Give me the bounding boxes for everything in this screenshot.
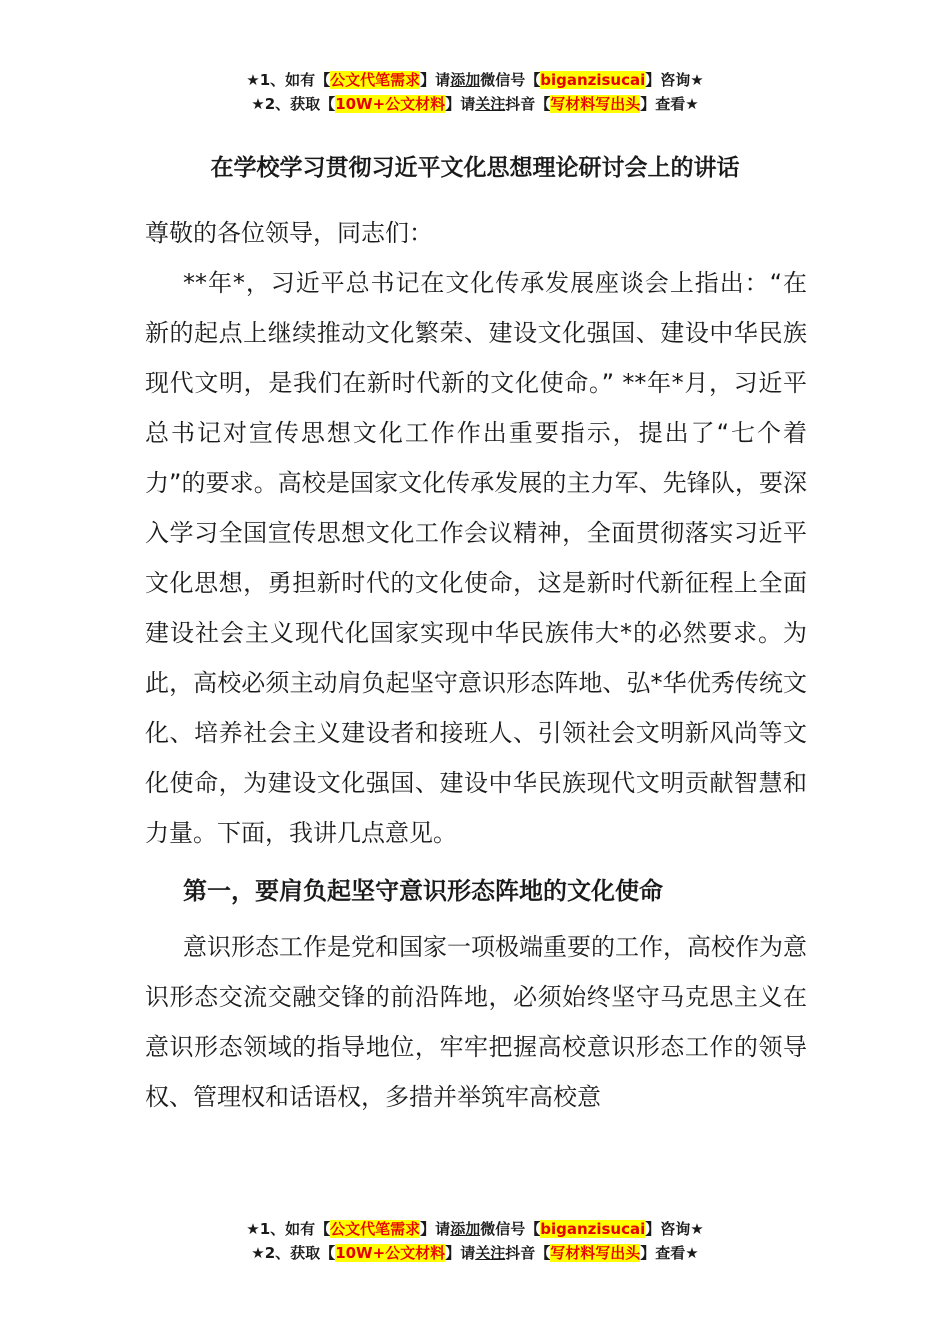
banner-text: 抖音【 bbox=[505, 1244, 551, 1262]
paragraph-intro: **年*，习近平总书记在文化传承发展座谈会上指出：“在新的起点上继续推动文化繁荣、建设文化强国、建设中华民族现代文明，是我们在新时代新的文化使命。” **年*月，习近平总书记对宣传思想文化工作作出重要指示，提出了“七个着力”的要求。高校是国家文化传承发展的主力军、先锋队，要深入学习全国宣传思想文化工作会议精神，全面贯彻落实习近平文化思想，勇担新时代的文化使命，这是新时代新征程上全面建设社会主义现代化国家实现中华民族伟大*的必然要求。为此，高校必须主动肩负起坚守意识形态阵地、弘*华优秀传统文化、培养社会主义建设者和接班人、引领社会文明新风尚等文化使命，为建设文化强国、建设中华民族现代文明贡献智慧和力量。下面，我讲几点意见。 bbox=[145, 269, 807, 847]
banner-underlined-text: 添加 bbox=[450, 71, 481, 89]
banner-text: 微信号【 bbox=[480, 1220, 541, 1238]
banner-text: 微信号【 bbox=[480, 71, 541, 89]
banner-line-1 bbox=[0, 1217, 950, 1241]
banner-highlight: biganzisucai bbox=[540, 1220, 646, 1238]
banner-line-2 bbox=[0, 92, 950, 116]
banner-text: ★2、获取【 bbox=[251, 1244, 336, 1262]
banner-underlined-text: 关注 bbox=[475, 95, 506, 113]
banner-highlight: 公文代笔需求 bbox=[330, 71, 421, 89]
banner-highlight: biganzisucai bbox=[540, 71, 646, 89]
banner-highlight: 10W+公文材料 bbox=[335, 1244, 446, 1262]
banner-underlined-text: 添加 bbox=[450, 1220, 481, 1238]
banner-text: 抖音【 bbox=[505, 95, 551, 113]
banner-text: 】请 bbox=[445, 1244, 476, 1262]
banner-text: 】请 bbox=[420, 71, 451, 89]
banner-text: 】查看★ bbox=[640, 1244, 699, 1262]
banner-text: 】查看★ bbox=[640, 95, 699, 113]
banner-text: 】请 bbox=[420, 1220, 451, 1238]
paragraph-section-1: 意识形态工作是党和国家一项极端重要的工作，高校作为意识形态交流交融交锋的前沿阵地，必须始终坚守马克思主义在意识形态领域的指导地位，牢牢把握高校意识形态工作的领导权、管理权和话语权，多措并举筑牢高校意 bbox=[145, 933, 807, 1111]
banner-line-1 bbox=[0, 68, 950, 92]
header-banner bbox=[0, 68, 950, 116]
banner-highlight: 写材料写出头 bbox=[550, 95, 641, 113]
banner-text: ★2、获取【 bbox=[251, 95, 336, 113]
section-heading-1: 第一，要肩负起坚守意识形态阵地的文化使命 bbox=[183, 877, 663, 905]
banner-text: 】咨询★ bbox=[645, 71, 704, 89]
banner-text: 】请 bbox=[445, 95, 476, 113]
banner-underlined-text: 关注 bbox=[475, 1244, 506, 1262]
banner-text: 】咨询★ bbox=[645, 1220, 704, 1238]
banner-text: ★1、如有【 bbox=[246, 1220, 331, 1238]
banner-highlight: 公文代笔需求 bbox=[330, 1220, 421, 1238]
footer-banner bbox=[0, 1217, 950, 1265]
banner-highlight: 写材料写出头 bbox=[550, 1244, 641, 1262]
document-title: 在学校学习贯彻习近平文化思想理论研讨会上的讲话 bbox=[210, 155, 740, 181]
banner-line-2 bbox=[0, 1241, 950, 1265]
banner-highlight: 10W+公文材料 bbox=[335, 95, 446, 113]
banner-text: ★1、如有【 bbox=[246, 71, 331, 89]
document-body bbox=[145, 208, 807, 1122]
salutation: 尊敬的各位领导，同志们： bbox=[145, 219, 433, 247]
